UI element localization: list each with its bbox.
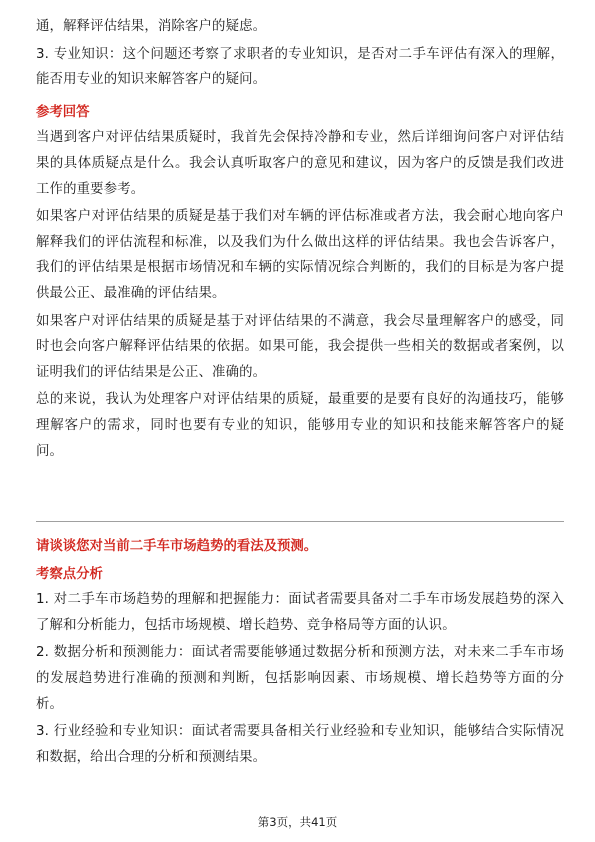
answer-paragraph-2: 如果客户对评估结果的质疑是基于我们对车辆的评估标准或者方法，我会耐心地向客户解释我们的评估流程和标准，以及我们为什么做出这样的评估结果。我也会告诉客户，我们的评估结果是根据市场情况和车辆的实际情况综合判断的，我们的目标是为客户提供最公正、最准确的评估结果。 bbox=[36, 209, 564, 301]
answer-heading: 参考回答 bbox=[36, 104, 90, 120]
analysis-heading: 考察点分析 bbox=[36, 566, 103, 582]
intro-tail-text: 通，解释评估结果，消除客户的疑虑。 bbox=[36, 19, 267, 34]
section-market-trends bbox=[36, 534, 564, 770]
trend-point-1: 1. 对二手车市场趋势的理解和把握能力：面试者需要具备对二手车市场发展趋势的深入了解和分析能力，包括市场规模、增长趋势、竞争格局等方面的认识。 bbox=[36, 592, 564, 633]
answer-paragraph-4: 总的来说，我认为处理客户对评估结果的质疑，最重要的是要有良好的沟通技巧，能够理解客户的需求，同时也要有专业的知识，能够用专业的知识和技能来解答客户的疑问。 bbox=[36, 392, 564, 459]
question-heading: 请谈谈您对当前二手车市场趋势的看法及预测。 bbox=[36, 539, 318, 554]
analysis-point-3: 3. 专业知识：这个问题还考察了求职者的专业知识，是否对二手车评估有深入的理解，能否用专业的知识来解答客户的疑问。 bbox=[36, 46, 564, 88]
answer-paragraph-3: 如果客户对评估结果的质疑是基于对评估结果的不满意，我会尽量理解客户的感受，同时也会向客户解释评估结果的依据。如果可能，我会提供一些相关的数据或者案例，以证明我们的评估结果是公正、准确的。 bbox=[36, 313, 564, 380]
section-divider bbox=[36, 521, 564, 522]
trend-point-3: 3. 行业经验和专业知识：面试者需要具备相关行业经验和专业知识，能够结合实际情况和数据，给出合理的分析和预测结果。 bbox=[36, 724, 564, 765]
answer-paragraph-1: 当遇到客户对评估结果质疑时，我首先会保持冷静和专业，然后详细询问客户对评估结果的具体质疑点是什么。我会认真听取客户的意见和建议，因为客户的反馈是我们改进工作的重要参考。 bbox=[36, 130, 564, 197]
section-customer-dispute bbox=[36, 14, 564, 464]
page-number: 第3页，共41页 bbox=[257, 815, 338, 829]
trend-point-2: 2. 数据分析和预测能力：面试者需要能够通过数据分析和预测方法，对未来二手车市场的发展趋势进行准确的预测和判断，包括影响因素、市场规模、增长趋势等方面的分析。 bbox=[36, 645, 564, 712]
